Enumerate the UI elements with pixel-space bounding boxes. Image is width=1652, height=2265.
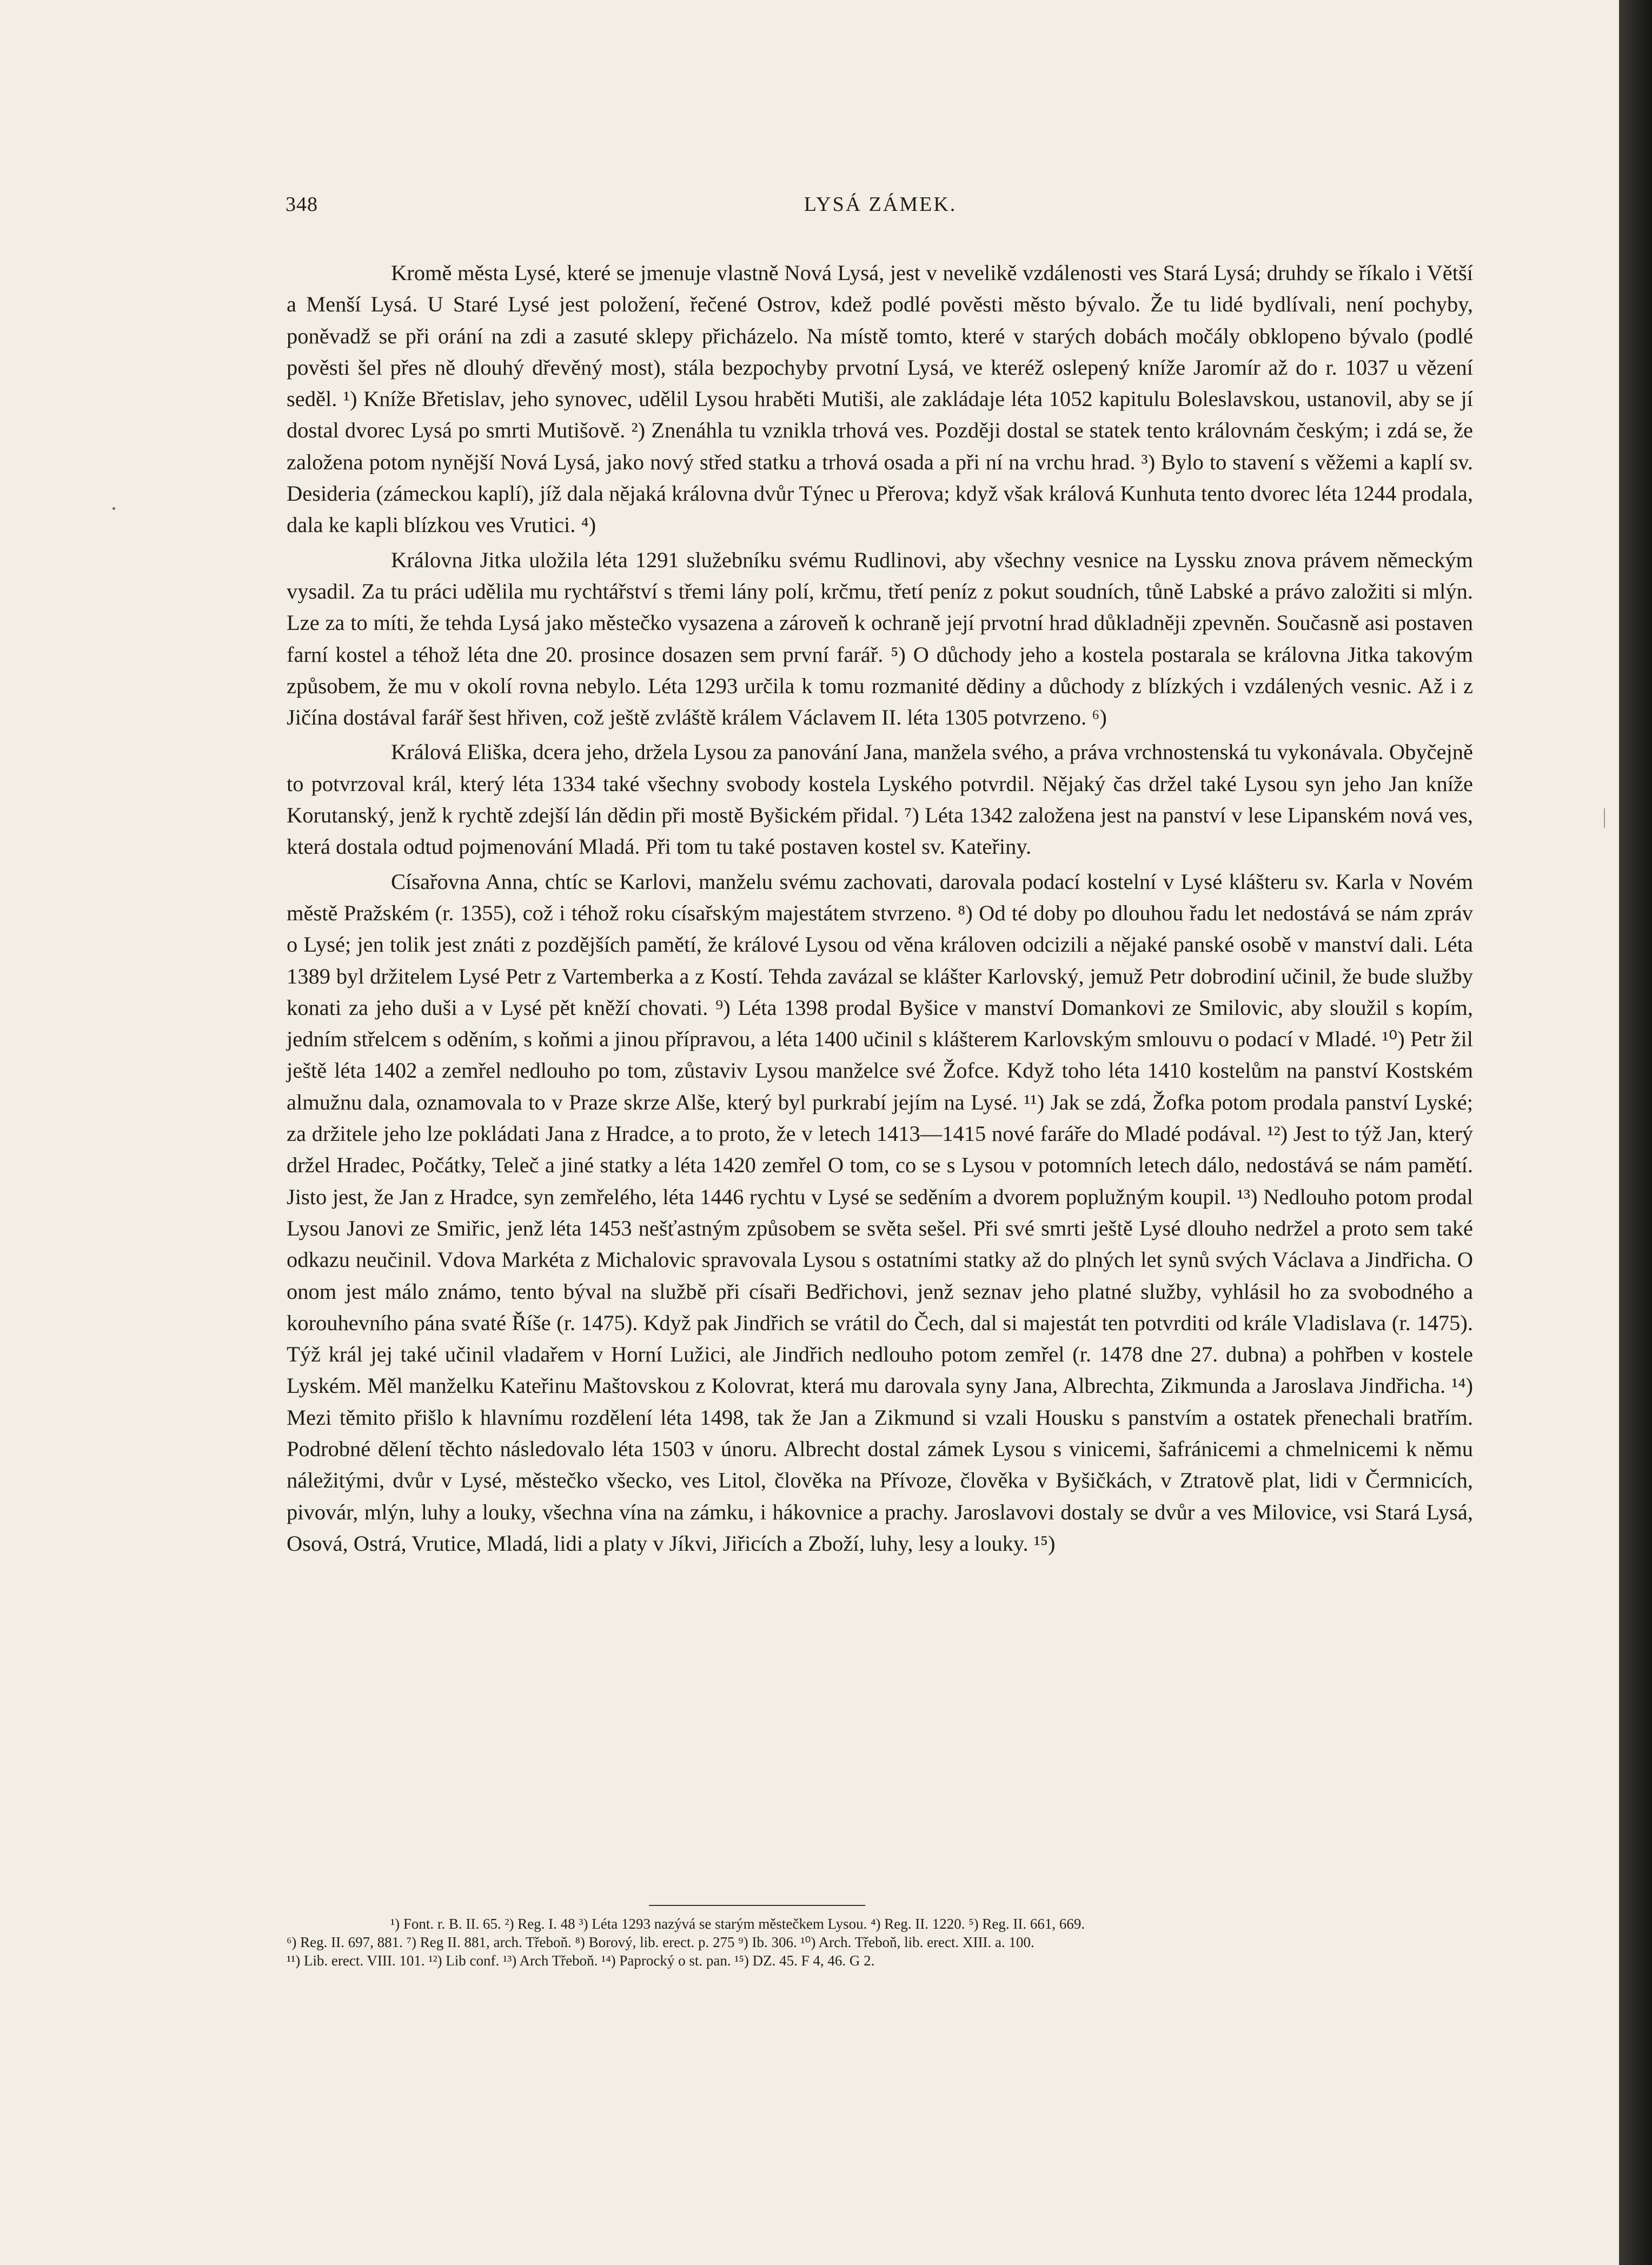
footnotes (287, 1915, 1473, 1970)
page-edge (1619, 0, 1652, 2265)
footnote-rule (649, 1905, 865, 1906)
page-header (286, 192, 1475, 225)
paragraph: Kromě města Lysé, které se jmenuje vlastně Nová Lysá, jest v nevelikě vzdálenosti ves Stará Lysá; druhdy se říkalo i Větší a Menší Lysá. U Staré Lysé jest položení, řečené Ostrov, kdež podlé pověsti město bývalo. Že tu lidé bydlívali, není pochyby, poněvadž se při orání na zdi a zasuté sklepy přicházelo. Na místě tomto, které v starých dobách močály obklopeno bývalo (podlé pověsti šel přes ně dlouhý dřevěný most), stála bezpochyby prvotní Lysá, ve kteréž oslepený kníže Jaromír až do r. 1037 u vězení seděl. ¹) Kníže Břetislav, jeho synovec, udělil Lysou hraběti Mutiši, ale zakládaje léta 1052 kapitulu Boleslavskou, ustanovil, aby se jí dostal dvorec Lysá po smrti Mutišově. ²) Znenáhla tu vznikla trhová ves. Později dostal se statek tento královnám českým; i zdá se, že založena potom nynější Nová Lysá, jako nový střed statku a trhová osada a při ní na vrchu hrad. ³) Bylo to stavení s věžemi a kaplí sv. Desideria (zámeckou kaplí), jíž dala nějaká královna dvůr Týnec u Přerova; když však králová Kunhuta tento dvorec léta 1244 prodala, dala ke kapli blízkou ves Vrutici. ⁴) (287, 261, 1473, 537)
page-title: LYSÁ ZÁMEK. (804, 193, 957, 216)
margin-mark (1604, 808, 1605, 828)
paragraph: Královna Jitka uložila léta 1291 služebníku svému Rudlinovi, aby všechny vesnice na Lyssku znova právem německým vysadil. Za tu práci udělila mu rychtářství s třemi lány polí, krčmu, třetí peníz z pokut soudních, tůně Labské a právo založiti si mlýn. Lze za to míti, že tehda Lysá jako městečko vysazena a zároveň k ochraně její prvotní hrad důkladněji zpevněn. Současně asi postaven farní kostel a téhož léta dne 20. prosince dosazen sem první farář. ⁵) O důchody jeho a kostela postarala se královna Jitka takovým způsobem, že mu v okolí rovna nebylo. Léta 1293 určila k tomu rozmanité dědiny a důchody z blízkých i vzdálených vesnic. Až i z Jičína dostával farář šest hřiven, což ještě zvláště králem Václavem II. léta 1305 potvrzeno. ⁶) (287, 547, 1473, 730)
paragraph: Králová Eliška, dcera jeho, držela Lysou za panování Jana, manžela svého, a práva vrchnostenská tu vykonávala. Obyčejně to potvrzoval král, který léta 1334 také všechny svobody kostela Lyského potvrdil. Nějaký čas držel také Lysou syn jeho Jan kníže Korutanský, jenž k rychtě zdejší lán dědin při mostě Byšickém přidal. ⁷) Léta 1342 založena jest na panství v lese Lipanském nová ves, která dostala odtud pojmenování Mladá. Při tom tu také postaven kostel sv. Kateřiny. (287, 740, 1473, 859)
margin-dot (112, 507, 115, 510)
footnote-line: ⁶) Reg. II. 697, 881. ⁷) Reg II. 881, arch. Třeboň. ⁸) Borový, lib. erect. p. 275 ⁹) Ib. 306. ¹⁰) Arch. Třeboň, lib. erect. XIII. a. 100. (287, 1934, 1034, 1950)
footnote-line: ¹) Font. r. B. II. 65. ²) Reg. I. 48 ³) Léta 1293 nazývá se starým městečkem Lysou. ⁴) Reg. II. 1220. ⁵) Reg. II. 661, 669. (390, 1916, 1085, 1932)
paragraph: Císařovna Anna, chtíc se Karlovi, manželu svému zachovati, darovala podací kostelní v Lysé klášteru sv. Karla v Novém městě Pražském (r. 1355), což i téhož roku císařským majestátem stvrzeno. ⁸) Od té doby po dlouhou řadu let nedostává se nám zpráv o Lysé; jen tolik jest znáti z pozdějších pamětí, že králové Lysou od věna královen odcizili a nějaké panské osobě v manství dali. Léta 1389 byl držitelem Lysé Petr z Vartemberka a z Kostí. Tehda zavázal se klášter Karlovský, jemuž Petr dobrodiní učinil, že bude služby konati za jeho duši a v Lysé pět kněží chovati. ⁹) Léta 1398 prodal Byšice v manství Domankovi ze Smilovic, aby sloužil s kopím, jedním střelcem s oděním, s koňmi a jinou přípravou, a léta 1400 učinil s klášterem Karlovským smlouvu o podací v Mladé. ¹⁰) Petr žil ještě léta 1402 a zemřel nedlouho po tom, zůstaviv Lysou manželce své Žofce. Když toho léta 1410 kostelům na panství Kostském almužnu dala, oznamovala to v Praze skrze Alše, který byl purkrabí jejím na Lysé. ¹¹) Jak se zdá, Žofka potom prodala panství Lyské; za držitele jeho lze pokládati Jana z Hradce, a to proto, že v letech 1413—1415 nové faráře do Mladé podával. ¹²) Jest to týž Jan, který držel Hradec, Počátky, Teleč a jiné statky a léta 1420 zemřel O tom, co se s Lysou v potomních letech dálo, nedostává se nám pamětí. Jisto jest, že Jan z Hradce, syn zemřelého, léta 1446 rychtu v Lysé se seděním a dvorem poplužným koupil. ¹³) Nedlouho potom prodal Lysou Janovi ze Smiřic, jenž léta 1453 nešťastným způsobem se světa sešel. Při své smrti ještě Lysé dlouho nedržel a proto sem také odkazu neučinil. Vdova Markéta z Michalovic spravovala Lysou s ostatními statky až do plných let synů svých Václava a Jindřicha. O onom jest málo známo, tento býval na službě při císaři Bedřichovi, jenž seznav jeho platné služby, vyhlásil ho za svobodného a korouhevního pána svaté Říše (r. 1475). Když pak Jindřich se vrátil do Čech, dal si majestát ten potvrditi od krále Vladislava (r. 1475). Týž král jej také učinil vladařem v Horní Lužici, ale Jindřich nedlouho potom zemřel (r. 1478 dne 27. dubna) a pohřben v kostele Lyském. Měl manželku Kateřinu Maštovskou z Kolovrat, která mu darovala syny Jana, Albrechta, Zikmunda a Jaroslava Jindřicha. ¹⁴) Mezi těmito přišlo k hlavnímu rozdělení léta 1498, tak že Jan a Zikmund si vzali Housku s panstvím a ostatek přenechali bratřím. Podrobné dělení těchto následovalo léta 1503 v únoru. Albrecht dostal zámek Lysou s vinicemi, šafránicemi a chmelnicemi k němu náležitými, dvůr v Lysé, městečko všecko, ves Litol, člověka na Přívoze, člověka v Byšičkách, v Ztratově plat, lidi v Čermnicích, pivovár, mlýn, luhy a louky, všechna vína na zámku, i hákovnice a prachy. Jaroslavovi dostaly se dvůr a ves Milovice, vsi Stará Lysá, Osová, Ostrá, Vrutice, Mladá, lidi a platy v Jíkvi, Jiřicích a Zboží, luhy, lesy a louky. ¹⁵) (287, 869, 1473, 1556)
page-number: 348 (286, 193, 318, 216)
footnote-line: ¹¹) Lib. erect. VIII. 101. ¹²) Lib conf. ¹³) Arch Třeboň. ¹⁴) Paprocký o st. pan. ¹⁵) DZ. 45. F 4, 46. G 2. (287, 1952, 875, 1969)
body-text (287, 257, 1473, 1563)
